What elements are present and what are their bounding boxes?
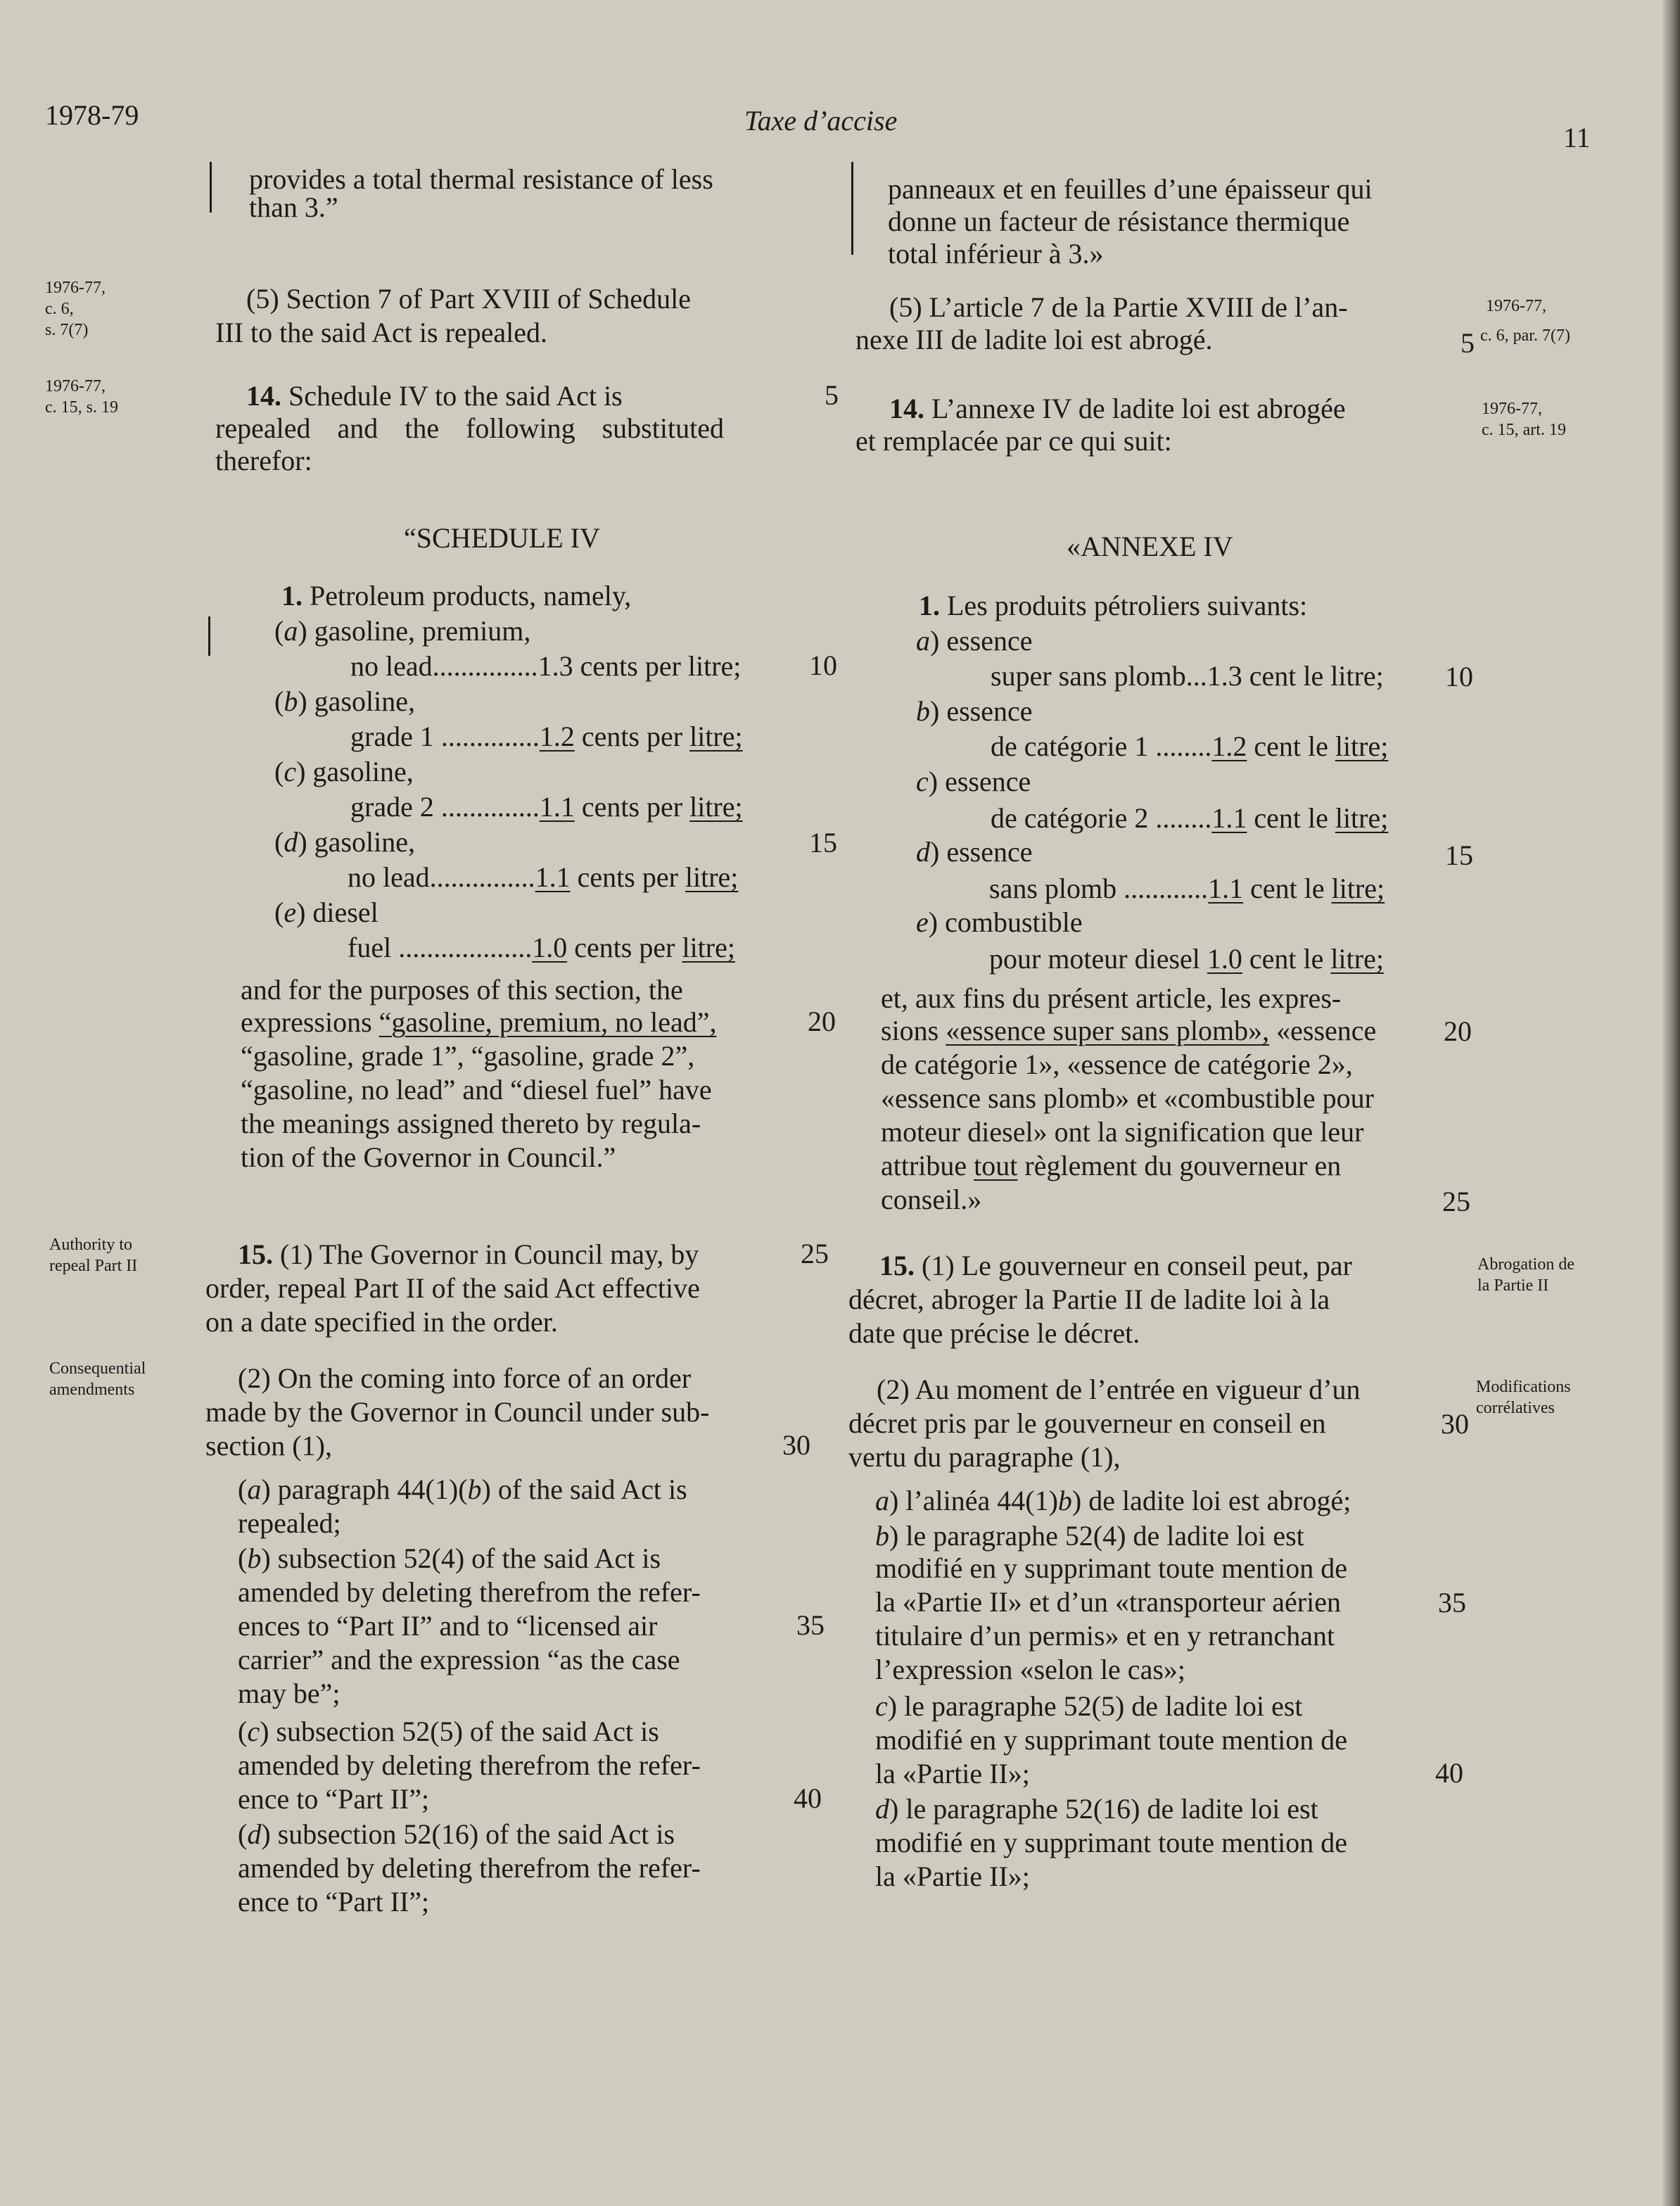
- margin-note: Abrogation de: [1477, 1255, 1574, 1274]
- text-line: attribue tout règlement du gouverneur en: [881, 1150, 1342, 1181]
- text-line: de catégorie 1», «essence de catégorie 2»,: [881, 1048, 1353, 1080]
- margin-note: Modifications: [1476, 1378, 1571, 1396]
- text-line: repealed;: [238, 1507, 341, 1539]
- text-line: 15. (1) The Governor in Council may, by: [238, 1238, 699, 1270]
- text-line: (2) On the coming into force of an order: [238, 1362, 692, 1394]
- margin-note: c. 15, s. 19: [45, 398, 118, 417]
- text-line: (d) subsection 52(16) of the said Act is: [238, 1818, 675, 1850]
- text-line: repealed and the following substituted: [215, 412, 724, 444]
- text-line: amended by deleting therefrom the refer-: [238, 1749, 701, 1781]
- rate-line: no lead...............1.3 cents per litre;: [350, 650, 742, 682]
- text-line: total inférieur à 3.»: [888, 238, 1104, 270]
- text-line: (e) diesel: [274, 896, 378, 928]
- line-number: 10: [1445, 661, 1473, 692]
- schedule-title: “SCHEDULE IV: [404, 522, 600, 554]
- text-line: III to the said Act is repealed.: [215, 317, 548, 348]
- margin-note: Consequential: [49, 1359, 146, 1378]
- line-number: 15: [1445, 839, 1473, 871]
- text-line: carrier” and the expression “as the case: [238, 1644, 680, 1675]
- text-line: a) essence: [916, 625, 1033, 657]
- rate-line: sans plomb ............1.1 cent le litre;: [989, 873, 1385, 904]
- text-line: “gasoline, grade 1”, “gasoline, grade 2”,: [241, 1040, 695, 1072]
- rate-line: grade 1 ..............1.2 cents per litre;: [350, 721, 743, 752]
- change-bar: [210, 162, 212, 213]
- line-number: 10: [809, 649, 837, 681]
- header-title: Taxe d’accise: [744, 105, 898, 137]
- text-line: 1. Petroleum products, namely,: [281, 580, 632, 611]
- margin-note: amendments: [49, 1381, 135, 1399]
- text-line: sions «essence super sans plomb», «essence: [881, 1015, 1377, 1046]
- text-line: la «Partie II» et d’un «transporteur aérien: [875, 1586, 1341, 1618]
- text-line: donne un facteur de résistance thermique: [888, 205, 1350, 237]
- margin-note: 1976-77,: [1482, 400, 1542, 418]
- text-line: ence to “Part II”;: [238, 1783, 430, 1815]
- text-line: c) essence: [916, 766, 1031, 797]
- margin-note: la Partie II: [1477, 1276, 1549, 1295]
- text-line: l’expression «selon le cas»;: [875, 1654, 1185, 1685]
- text-line: nexe III de ladite loi est abrogé.: [855, 324, 1213, 355]
- text-line: 14. Schedule IV to the said Act is: [246, 380, 623, 412]
- text-line: moteur diesel» ont la signification que leur: [881, 1116, 1364, 1148]
- header-year: 1978-79: [45, 99, 139, 131]
- text-line: e) combustible: [916, 906, 1083, 938]
- text-line: a) l’alinéa 44(1)b) de ladite loi est abrogé;: [875, 1485, 1351, 1516]
- line-number: 20: [808, 1006, 836, 1037]
- text-line: d) essence: [916, 836, 1033, 868]
- text-line: (a) gasoline, premium,: [274, 615, 531, 647]
- margin-note: 1976-77,: [1486, 297, 1546, 315]
- text-line: b) essence: [916, 695, 1033, 727]
- text-line: la «Partie II»;: [875, 1860, 1030, 1892]
- text-line: panneaux et en feuilles d’une épaisseur qui: [888, 173, 1373, 205]
- line-number: 5: [1461, 327, 1475, 359]
- rate-line: super sans plomb...1.3 cent le litre;: [991, 660, 1384, 692]
- margin-note: corrélatives: [1476, 1399, 1555, 1417]
- line-number: 20: [1444, 1015, 1472, 1047]
- text-line: (2) Au moment de l’entrée en vigueur d’un: [877, 1374, 1361, 1405]
- text-line: (b) gasoline,: [274, 685, 415, 717]
- change-bar: [208, 616, 210, 656]
- margin-note: c. 6,: [45, 300, 74, 318]
- rate-line: de catégorie 2 ........1.1 cent le litre;: [991, 802, 1389, 834]
- line-number: 30: [1441, 1408, 1469, 1440]
- margin-note: s. 7(7): [45, 321, 89, 339]
- line-number: 15: [809, 827, 837, 858]
- text-line: (d) gasoline,: [274, 826, 415, 858]
- text-line: on a date specified in the order.: [205, 1306, 558, 1338]
- text-line: c) le paragraphe 52(5) de ladite loi est: [875, 1690, 1303, 1722]
- rate-line: grade 2 ..............1.1 cents per litre;: [350, 791, 743, 823]
- rate-line: fuel ...................1.0 cents per litre;: [348, 932, 735, 963]
- line-number: 35: [1438, 1587, 1466, 1618]
- margin-note: Authority to: [49, 1236, 132, 1254]
- schedule-title: «ANNEXE IV: [1067, 531, 1233, 562]
- text-line: and for the purposes of this section, the: [241, 974, 683, 1006]
- text-line: provides a total thermal resistance of less: [249, 163, 713, 195]
- text-line: amended by deleting therefrom the refer-: [238, 1576, 701, 1608]
- text-line: (c) gasoline,: [274, 756, 414, 787]
- text-line: date que précise le décret.: [848, 1317, 1140, 1349]
- text-line: 14. L’annexe IV de ladite loi est abrogée: [889, 393, 1346, 424]
- text-line: tion of the Governor in Council.”: [241, 1141, 616, 1173]
- text-line: décret pris par le gouverneur en conseil en: [848, 1407, 1326, 1439]
- text-line: (c) subsection 52(5) of the said Act is: [238, 1716, 659, 1747]
- line-number: 40: [794, 1782, 822, 1814]
- text-line: 15. (1) Le gouverneur en conseil peut, par: [879, 1250, 1352, 1281]
- text-line: ences to “Part II” and to “licensed air: [238, 1610, 658, 1642]
- text-line: therefor:: [215, 445, 312, 476]
- text-line: conseil.»: [881, 1184, 982, 1215]
- rate-line: pour moteur diesel 1.0 cent le litre;: [989, 943, 1384, 975]
- margin-note: 1976-77,: [45, 377, 106, 395]
- margin-note: c. 6, par. 7(7): [1480, 327, 1570, 345]
- text-line: (a) paragraph 44(1)(b) of the said Act is: [238, 1473, 687, 1505]
- text-line: section (1),: [205, 1430, 332, 1462]
- line-number: 40: [1435, 1757, 1463, 1789]
- text-line: modifié en y supprimant toute mention de: [875, 1552, 1347, 1584]
- text-line: (b) subsection 52(4) of the said Act is: [238, 1542, 661, 1574]
- line-number: 25: [1442, 1186, 1470, 1217]
- text-line: décret, abroger la Partie II de ladite loi à la: [848, 1283, 1330, 1315]
- text-line: order, repeal Part II of the said Act effective: [205, 1272, 700, 1304]
- text-line: titulaire d’un permis» et en y retranchant: [875, 1620, 1335, 1652]
- text-line: et, aux fins du présent article, les expres-: [881, 982, 1342, 1014]
- text-line: the meanings assigned thereto by regula-: [241, 1108, 701, 1139]
- text-line: (5) L’article 7 de la Partie XVIII de l’an-: [889, 291, 1348, 323]
- text-line: may be”;: [238, 1678, 341, 1709]
- text-line: (5) Section 7 of Part XVIII of Schedule: [246, 283, 692, 315]
- page-edge-shadow: [1662, 0, 1680, 2206]
- change-bar: [851, 162, 853, 255]
- text-line: et remplacée par ce qui suit:: [855, 425, 1172, 457]
- text-line: expressions “gasoline, premium, no lead”,: [241, 1006, 717, 1038]
- text-line: vertu du paragraphe (1),: [848, 1441, 1121, 1473]
- line-number: 35: [796, 1609, 825, 1641]
- line-number: 25: [801, 1238, 829, 1269]
- line-number: 5: [825, 379, 839, 411]
- text-line: b) le paragraphe 52(4) de ladite loi est: [875, 1520, 1304, 1552]
- margin-note: c. 15, art. 19: [1482, 421, 1566, 439]
- text-line: la «Partie II»;: [875, 1758, 1030, 1789]
- text-line: modifié en y supprimant toute mention de: [875, 1827, 1347, 1858]
- text-line: ence to “Part II”;: [238, 1886, 430, 1917]
- text-line: «essence sans plomb» et «combustible pour: [881, 1082, 1374, 1114]
- text-line: “gasoline, no lead” and “diesel fuel” have: [241, 1074, 712, 1105]
- margin-note: repeal Part II: [49, 1257, 138, 1275]
- text-line: 1. Les produits pétroliers suivants:: [919, 590, 1308, 621]
- rate-line: no lead...............1.1 cents per litre;: [348, 861, 739, 893]
- line-number: 30: [782, 1429, 810, 1461]
- text-line: made by the Governor in Council under sub-: [205, 1396, 710, 1428]
- page-number: 11: [1563, 122, 1591, 153]
- text-line: d) le paragraphe 52(16) de ladite loi est: [875, 1793, 1318, 1825]
- margin-note: 1976-77,: [45, 279, 106, 297]
- text-line: modifié en y supprimant toute mention de: [875, 1724, 1347, 1756]
- rate-line: de catégorie 1 ........1.2 cent le litre;: [991, 730, 1389, 762]
- text-line: than 3.”: [249, 191, 338, 223]
- text-line: amended by deleting therefrom the refer-: [238, 1852, 701, 1884]
